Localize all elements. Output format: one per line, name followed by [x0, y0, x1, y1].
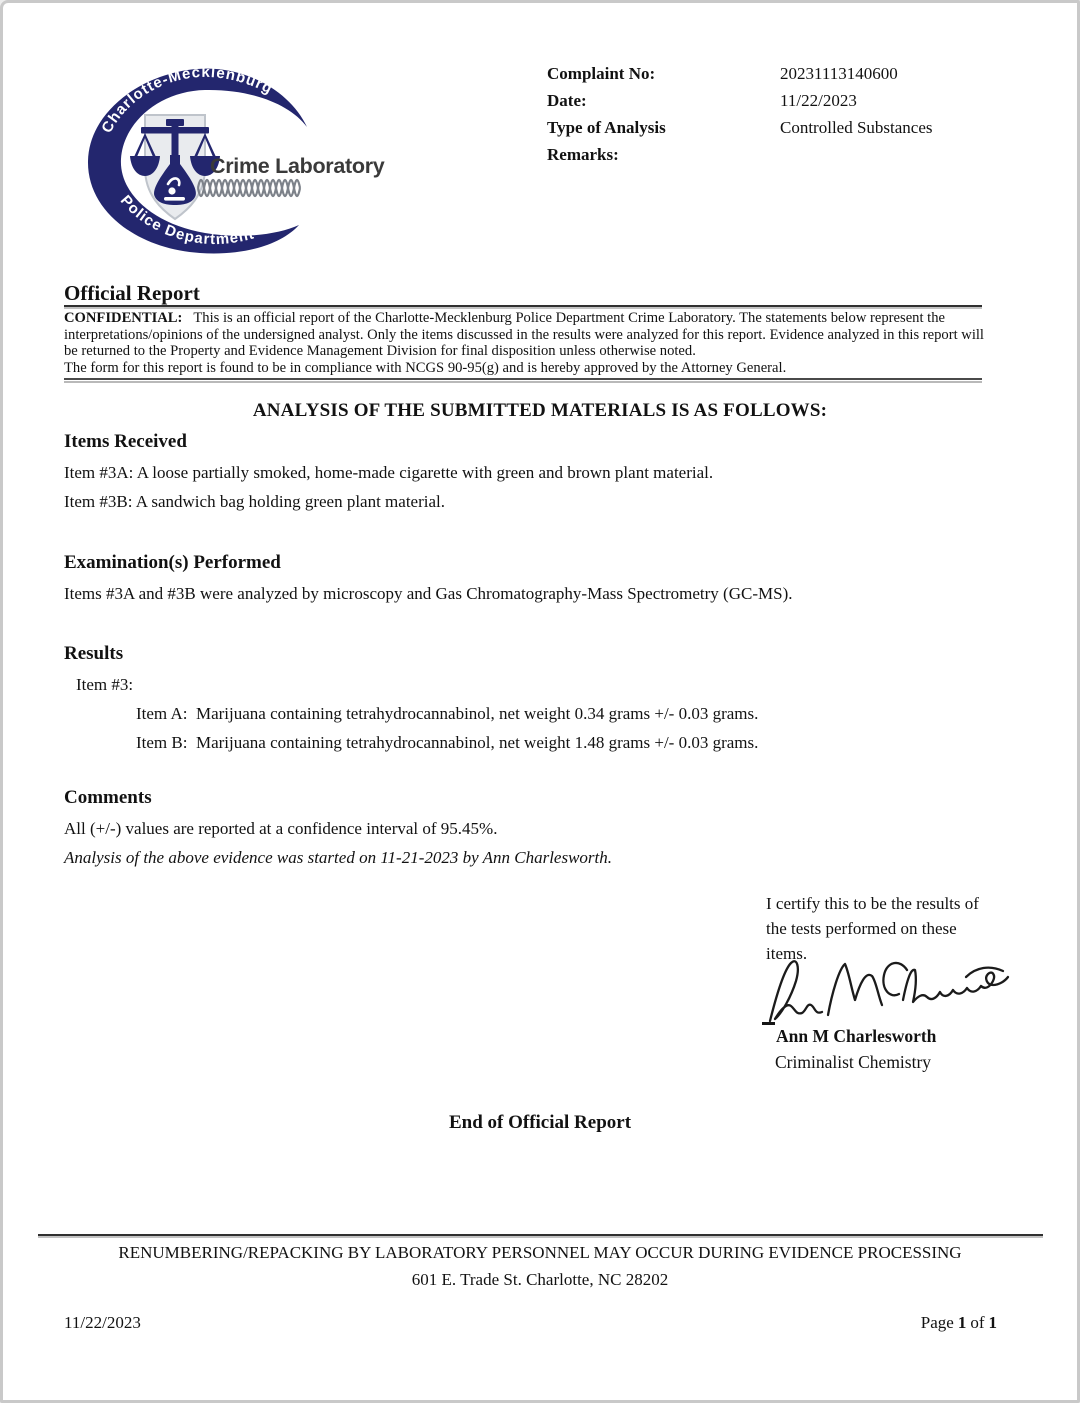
results-heading: Results: [64, 643, 124, 664]
compliance-text: The form for this report is found to be in compliance with NCGS 90-95(g) and is hereby approved by the Attorney General.: [64, 359, 787, 376]
field-value-date: 11/22/2023: [780, 91, 857, 110]
footer-date: 11/22/2023: [64, 1313, 141, 1332]
confidential-rule: [64, 378, 982, 380]
item-received-3a: Item #3A: A loose partially smoked, home-made cigarette with green and brown plant material.: [64, 463, 714, 482]
certification-statement: I certify this to be the results of the tests performed on these items.: [766, 894, 979, 963]
field-value-type-of-analysis: Controlled Substances: [780, 118, 933, 137]
footer-notice: RENUMBERING/REPACKING BY LABORATORY PERSONNEL MAY OCCUR DURING EVIDENCE PROCESSING: [118, 1243, 962, 1262]
signature-line-mark: [762, 1022, 775, 1025]
footer-rule: [38, 1234, 1043, 1236]
page-of: of: [970, 1313, 985, 1332]
result-item-a: Item A: Marijuana containing tetrahydrocannabinol, net weight 0.34 grams +/- 0.03 grams.: [136, 704, 759, 723]
analysis-heading: ANALYSIS OF THE SUBMITTED MATERIALS IS AS FOLLOWS:: [252, 400, 828, 421]
field-label-complaint-no: Complaint No:: [547, 64, 656, 83]
field-value-remarks: [780, 146, 933, 164]
page-indicator: [921, 1313, 997, 1333]
examinations-text: Items #3A and #3B were analyzed by microscopy and Gas Chromatography-Mass Spectrometry (GC-MS).: [64, 584, 793, 603]
items-received-heading: Items Received: [64, 431, 187, 452]
field-label-type-of-analysis: Type of Analysis: [547, 118, 666, 137]
results-item-group: Item #3:: [76, 675, 134, 694]
comments-confidence-line: All (+/-) values are reported at a confidence interval of 95.45%.: [64, 819, 498, 838]
crime-lab-logo: [85, 63, 385, 263]
page-prefix: Page: [920, 1313, 954, 1332]
comments-heading: Comments: [64, 787, 152, 808]
signature-image: [760, 953, 1010, 1028]
item-received-3b: Item #3B: A sandwich bag holding green plant material.: [64, 492, 445, 511]
signer-title: Criminalist Chemistry: [775, 1052, 932, 1072]
logo-arc-bottom-text: Police Department: [116, 192, 257, 249]
official-report-title: Official Report: [64, 281, 200, 305]
end-of-report-text: End of Official Report: [448, 1112, 632, 1133]
page-number: 1: [957, 1313, 967, 1332]
logo-wordmark: Crime Laboratory: [210, 154, 385, 178]
dna-helix-icon: [198, 180, 300, 196]
title-rule: [64, 305, 982, 307]
footer-address: 601 E. Trade St. Charlotte, NC 28202: [411, 1270, 669, 1289]
logo-arc-top-text: Charlotte-Mecklenburg: [98, 63, 276, 137]
signer-name: Ann M Charlesworth: [776, 1026, 937, 1046]
confidential-paragraph: [64, 310, 984, 376]
field-label-remarks: Remarks:: [547, 145, 619, 164]
field-label-date: Date:: [547, 91, 587, 110]
comments-analysis-line: Analysis of the above evidence was started on 11-21-2023 by Ann Charlesworth.: [64, 848, 613, 867]
confidential-text: This is an official report of the Charlotte-Mecklenburg Police Department Crime Laboratory. The statements below represent the interpretations/opinions of the undersigned analyst. Only the items discussed in the results were analyzed for this report. Evidence analyzed in this report will be returned to the Property and Evidence Management Division for final disposition unless otherwise noted.: [64, 310, 984, 360]
case-header-fields: [547, 65, 933, 164]
field-value-complaint-no: 20231113140600: [780, 64, 898, 83]
page-total: 1: [988, 1313, 997, 1332]
confidential-label: CONFIDENTIAL:: [64, 310, 183, 326]
result-item-b: Item B: Marijuana containing tetrahydrocannabinol, net weight 1.48 grams +/- 0.03 grams.: [136, 733, 759, 752]
examinations-heading: Examination(s) Performed: [64, 552, 281, 573]
